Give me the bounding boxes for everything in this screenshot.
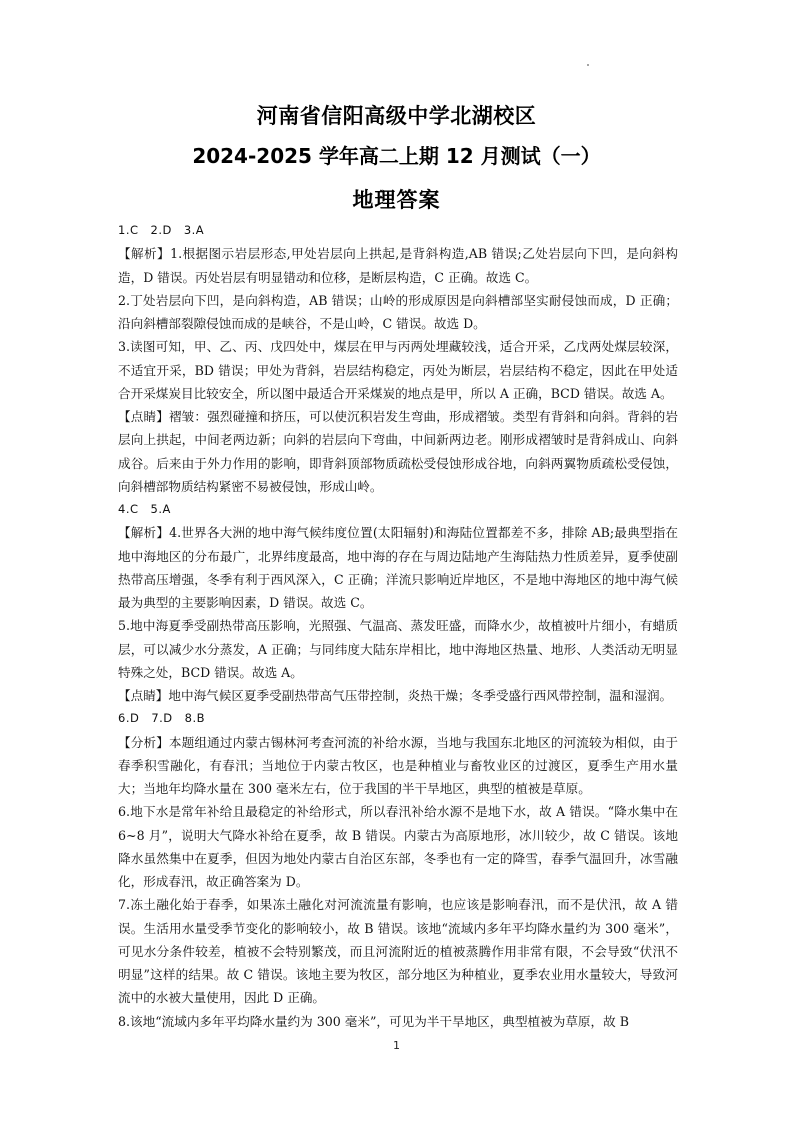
analysis-paragraph: 【分析】本题组通过内蒙古锡林河考查河流的补给水源，当地与我国东北地区的河流较为相似，由于春季积雪融化，有春汛；当地位于内蒙古牧区，也是种植业与畜牧业区的过渡区，夏季生产用水量大；当地年均降水量在 300 毫米左右，位于我国的半干旱地区，典型的植被是草原。 (118, 734, 678, 796)
tip-paragraph: 【点睛】褶皱：强烈碰撞和挤压，可以使沉积岩发生弯曲，形成褶皱。类型有背斜和向斜。背斜的岩层向上拱起，中间老两边新；向斜的岩层向下弯曲，中间新两边老。刚形成褶皱时是背斜成山、向斜成谷。后来由于外力作用的影响，即背斜顶部物质疏松受侵蚀形成谷地，向斜两翼物质疏松受侵蚀，向斜槽部物质结构紧密不易被侵蚀，形成山岭。 (118, 409, 678, 494)
explanation-paragraph: 8.该地“流域内多年平均降水量约为 300 毫米”，可见为半干旱地区，典型植被为草原，故 B (118, 1013, 629, 1029)
answer-key-line: 6.D 7.D 8.B (118, 711, 206, 726)
school-title: 河南省信阳高级中学北湖校区 (256, 104, 537, 128)
explanation-paragraph: 6.地下水是常年补给且最稳定的补给形式，所以春汛补给水源不是地下水，故 A 错误。“降水集中在 6~8 月”，说明大气降水补给在夏季，故 B 错误。内蒙古为高原地形，冰川较少，故 C 错误。该地降水虽然集中在夏季，但因为地处内蒙古自治区东部，冬季也有一定的降雪，春季气温回升，冰雪融化，形成春汛，故正确答案为 D。 (118, 804, 678, 889)
tip-paragraph: 【点睛】地中海气候区夏季受副热带高气压带控制，炎热干燥；冬季受盛行西风带控制，温和湿润。 (118, 688, 673, 703)
explanation-paragraph: 2.丁处岩层向下凹，是向斜构造，AB 错误；山岭的形成原因是向斜槽部坚实耐侵蚀而成，D 正确；沿向斜槽部裂隙侵蚀而成的是峡谷，不是山岭，C 错误。故选 D。 (118, 292, 678, 331)
explanation-paragraph: 5.地中海夏季受副热带高压影响，光照强、气温高、蒸发旺盛，而降水少，故植被叶片细小，有蜡质层，可以减少水分蒸发，A 正确；与同纬度大陆东岸相比，地中海地区热量、地形、人类活动无明显特殊之处，BCD 错误。故选 A。 (118, 618, 678, 680)
explanation-paragraph: 7.冻土融化始于春季，如果冻土融化对河流流量有影响，也应该是影响春汛，而不是伏汛，故 A 错误。生活用水量受季节变化的影响较小，故 B 错误。该地“流域内多年平均降水量约为 300 毫米”，可见水分条件较差，植被不会特别繁茂，而且河流附近的植被蒸腾作用非常有限，不会导致“伏汛不明显”这样的结果。故 C 错误。该地主要为牧区，部分地区为种植业，夏季农业用水量较大，导致河流中的水被大量使用，因此 D 正确。 (118, 897, 678, 1006)
page-number: 1 (393, 1039, 400, 1052)
scan-dot (587, 64, 589, 66)
explanation-paragraph: 3.读图可知，甲、乙、丙、戊四处中，煤层在甲与丙两处埋藏较浅，适合开采，乙戊两处煤层较深，不适宜开采，BD 错误；甲处为背斜，岩层结构稳定，丙处为断层，岩层结构不稳定，因此在甲处适合开采煤炭目比较安全，所以图中最适合开采煤炭的地点是甲，所以 A 正确，BCD 错误。故选 A。 (118, 339, 678, 401)
exam-title: 2024-2025 学年高二上期 12 月测试（一） (192, 144, 601, 168)
explanation-paragraph: 【解析】1.根据图示岩层形态,甲处岩层向上拱起,是背斜构造,AB 错误;乙处岩层向下凹，是向斜构造，D 错误。丙处岩层有明显错动和位移，是断层构造，C 正确。故选 C。 (118, 246, 678, 285)
answer-key-line: 1.C 2.D 3.A (118, 223, 205, 237)
explanation-paragraph: 【解析】4.世界各大洲的地中海气候纬度位置(太阳辐射)和海陆位置都差不多，排除 AB;最典型指在地中海地区的分布最广，北界纬度最高，地中海的存在与周边陆地产生海陆热力性质差异，夏季使副热带高压增强，冬季有利于西风深入，C 正确；洋流只影响近岸地区，不是地中海地区的地中海气候最为典型的主要影响因素，D 错误。故选 C。 (118, 525, 678, 610)
subject-title: 地理答案 (352, 188, 441, 212)
answer-content (118, 219, 678, 1033)
answer-key-line: 4.C 5.A (118, 502, 171, 516)
